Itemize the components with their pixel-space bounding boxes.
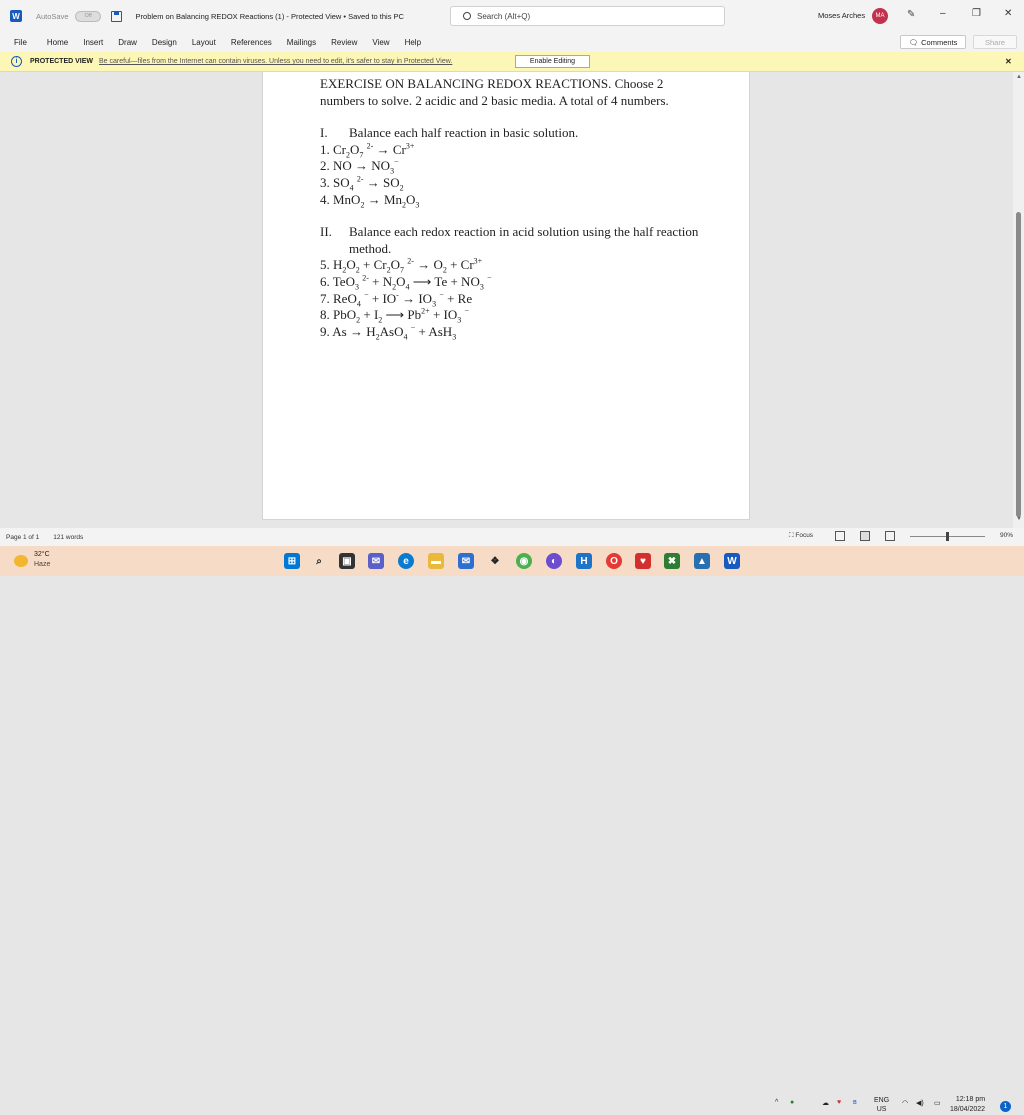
tab-review[interactable]: Review <box>331 37 358 47</box>
search-input[interactable] <box>450 6 725 26</box>
date: 18/04/2022 <box>950 1106 986 1113</box>
equation: 6. TeO$_3$ $^{2-} + N_2O_4$ ⟶ $Te + NO_3$ − <box>320 273 492 292</box>
bluetooth-icon[interactable]: ʙ <box>853 1099 857 1106</box>
mail-icon[interactable]: ✉ <box>458 553 474 569</box>
equation: 1. $Cr_2O_7$ $^{2-} \to Cr^{3+}$ <box>320 141 415 160</box>
start-icon[interactable]: ⊞ <box>284 553 300 569</box>
document-canvas <box>0 72 1024 528</box>
scrollbar-thumb[interactable] <box>1016 212 1021 517</box>
search-icon <box>463 12 471 20</box>
enable-editing-button[interactable]: Enable Editing <box>515 55 590 68</box>
share-button[interactable] <box>973 35 1017 49</box>
minimize-icon[interactable]: – <box>940 8 946 19</box>
equation: 7. ReO$_4$ $^- + IO^- \to IO_3$ − + Re <box>320 290 473 309</box>
save-icon[interactable] <box>111 11 122 22</box>
page-count[interactable]: Page 1 of 1 <box>6 533 40 541</box>
comment-icon: 🗨 <box>908 37 919 47</box>
tab-references[interactable]: References <box>230 37 272 47</box>
equation: 9. $As \to H_2AsO_4$ − + AsH$_3$ <box>320 323 457 342</box>
tray-app-icon[interactable]: ● <box>790 1099 795 1106</box>
document-title[interactable]: Problem on Balancing REDOX Reactions (1) - Protected View • Saved to this PC <box>135 11 404 21</box>
shield-app-icon[interactable]: ♥ <box>635 553 651 569</box>
autosave-toggle[interactable]: Off <box>75 11 101 22</box>
taskbar <box>0 546 1024 1113</box>
close-icon[interactable]: ✕ <box>1004 8 1013 19</box>
web-layout-icon[interactable] <box>885 531 895 541</box>
protected-view-message[interactable]: Be careful—files from the Internet can contain viruses. Unless you need to edit, it's safer to stay in Protected View. <box>99 58 453 65</box>
spacer <box>320 208 700 224</box>
language-indicator[interactable] <box>874 1096 889 1114</box>
equation: 5. $H_2O_2 + Cr_2O_7$ $^{2-} \to O_2 + Cr^{3+}$ <box>320 257 483 275</box>
avatar[interactable]: MA <box>872 8 888 24</box>
file-explorer-icon[interactable]: ▬ <box>428 553 444 569</box>
app-icon[interactable]: ◐ <box>546 553 562 569</box>
clock[interactable] <box>950 1095 985 1115</box>
tray-shield-icon[interactable]: ♥ <box>837 1099 842 1106</box>
scroll-down-icon[interactable]: ▼ <box>1016 516 1022 522</box>
close-icon[interactable]: ✕ <box>1005 57 1012 66</box>
photos-icon[interactable]: ▲ <box>694 553 710 569</box>
volume-icon[interactable]: ◀) <box>916 1100 924 1107</box>
tab-home[interactable]: Home <box>46 37 69 47</box>
share-label: Share <box>984 37 1005 47</box>
exercise-intro: EXERCISE ON BALANCING REDOX REACTIONS. Choose 2 numbers to solve. 2 acidic and 2 basic media. A total of 4 numbers. <box>320 76 669 108</box>
word-taskbar-icon[interactable]: W <box>724 553 740 569</box>
chevron-up-icon[interactable]: ^ <box>775 1099 779 1106</box>
print-layout-icon[interactable] <box>860 531 870 541</box>
tab-layout[interactable]: Layout <box>191 37 216 47</box>
tab-help[interactable]: Help <box>404 37 422 47</box>
tab-mailings[interactable]: Mailings <box>286 37 317 47</box>
section-title: Balance each redox reaction in acid solution using the half reaction method. <box>349 224 699 256</box>
protected-view-bar <box>0 52 1024 72</box>
equation: 2. NO → $NO_3^-$ <box>320 158 399 176</box>
search-icon[interactable]: ⌕ <box>316 555 322 567</box>
vertical-scrollbar[interactable] <box>1013 72 1024 528</box>
focus-button[interactable] <box>789 532 813 540</box>
battery-icon[interactable]: ▭ <box>934 1100 941 1107</box>
wifi-icon[interactable]: ◠ <box>902 1100 909 1107</box>
ribbon-tabs <box>0 32 1024 52</box>
xbox-icon[interactable]: ✖ <box>664 553 680 569</box>
focus-icon: ⛶ <box>789 532 796 539</box>
equation: 4. $MnO_2 \to Mn_2O_3$ <box>320 191 420 210</box>
document-page[interactable] <box>262 72 750 520</box>
chat-icon[interactable]: ✉ <box>368 553 384 569</box>
language: ENG <box>874 1097 890 1104</box>
task-view-icon[interactable]: ▣ <box>339 553 355 569</box>
info-icon: i <box>11 56 22 67</box>
pen-icon[interactable]: ✎ <box>907 9 916 20</box>
tab-file[interactable]: File <box>14 37 27 47</box>
user-name[interactable]: Moses Arches <box>818 11 866 20</box>
read-mode-icon[interactable] <box>835 531 845 541</box>
section-number: I. <box>320 125 328 141</box>
tab-draw[interactable]: Draw <box>118 37 137 47</box>
focus-label: Focus <box>795 532 814 539</box>
scroll-up-icon[interactable]: ▲ <box>1016 74 1022 80</box>
time: 12:18 pm <box>955 1096 986 1103</box>
equation: 3. $SO_4$ $^{2-} \to SO_2$ <box>320 174 404 193</box>
section-2-heading <box>320 224 700 257</box>
section-1-heading <box>320 125 700 142</box>
opera-icon[interactable]: O <box>606 553 622 569</box>
notification-badge[interactable]: 1 <box>1000 1101 1011 1112</box>
equation: 8. $PbO_2 + I_2$ ⟶ $Pb^{2+} + IO_3$ − <box>320 306 470 325</box>
edge-icon[interactable]: e <box>398 553 414 569</box>
weather-temp[interactable]: 32°C <box>34 551 50 558</box>
protected-view-label: PROTECTED VIEW <box>30 58 94 65</box>
tab-design[interactable]: Design <box>151 37 177 47</box>
dropbox-icon[interactable]: ❖ <box>490 555 500 567</box>
comments-button[interactable] <box>900 35 966 49</box>
restore-icon[interactable]: ❐ <box>972 8 981 19</box>
region: US <box>876 1106 887 1113</box>
weather-desc[interactable]: Haze <box>34 561 51 568</box>
chrome-icon[interactable]: ◉ <box>516 553 532 569</box>
zoom-level[interactable]: 90% <box>1000 532 1014 539</box>
cloud-icon[interactable]: ☁ <box>822 1100 829 1107</box>
status-bar <box>0 528 1024 546</box>
search-placeholder: Search (Alt+Q) <box>477 11 531 21</box>
section-number: II. <box>320 224 332 240</box>
autosave-label: AutoSave <box>36 11 69 21</box>
comments-label: Comments <box>921 37 958 47</box>
tab-insert[interactable]: Insert <box>83 37 104 47</box>
zoom-slider[interactable] <box>910 536 985 537</box>
document-body <box>320 76 700 340</box>
section-title: Balance each half reaction in basic solution. <box>349 125 579 141</box>
tab-view[interactable]: View <box>372 37 390 47</box>
weather-icon[interactable] <box>14 555 28 567</box>
word-app-icon: W <box>10 10 22 22</box>
word-count[interactable]: 121 words <box>53 533 84 541</box>
h-app-icon[interactable]: H <box>576 553 592 569</box>
zoom-slider-knob[interactable] <box>946 532 949 541</box>
